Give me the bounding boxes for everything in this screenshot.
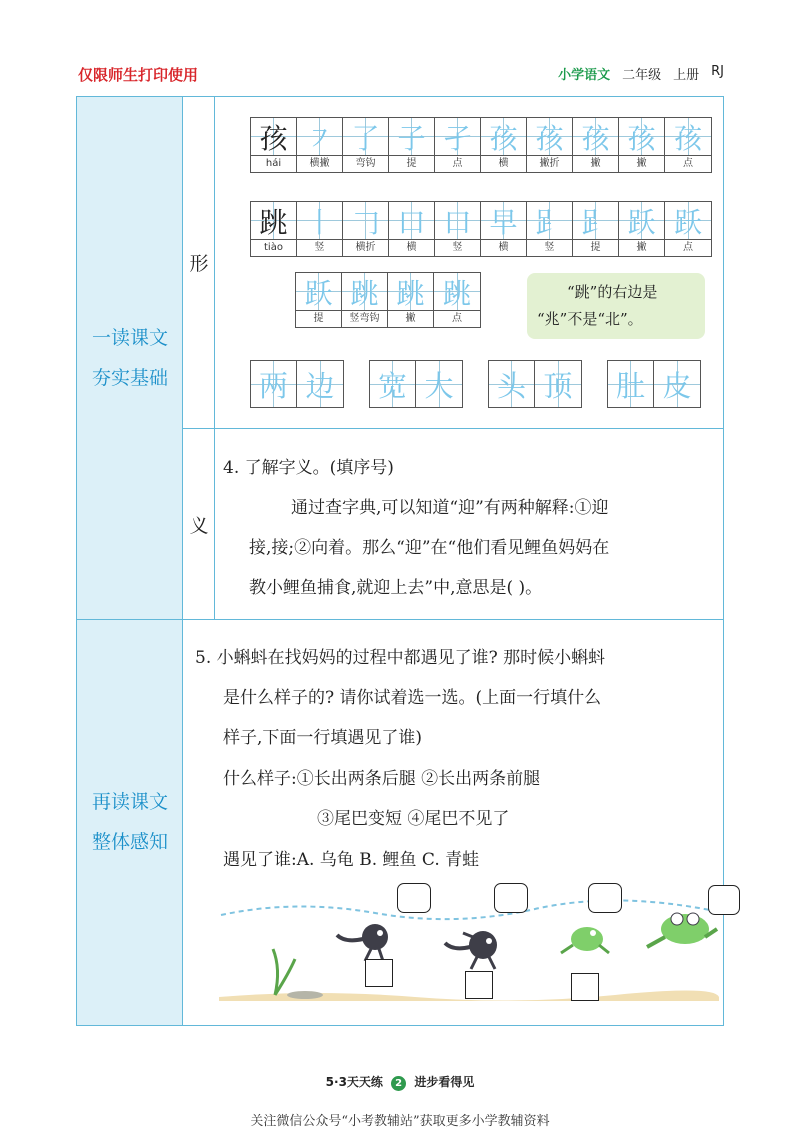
pinyin: hái [265, 158, 282, 169]
q4-line1: 通过查字典,可以知道“迎”有两种解释:①迎 [291, 498, 609, 518]
stroke-name: 横 [498, 242, 509, 253]
sub-label-column [183, 97, 215, 619]
q5-met-line: 遇见了谁:A. 乌龟 B. 鲤鱼 C. 青蛙 [223, 850, 480, 870]
stroke-name: 提 [406, 158, 417, 169]
stroke-name: 提 [313, 313, 324, 324]
stroke-name: 点 [452, 313, 462, 324]
stroke-name: 横折 [355, 242, 376, 253]
section2-title-line1: 再读课文 [91, 791, 168, 813]
q4-line2: 接,接;②向着。那么“迎”在“他们看见鲤鱼妈妈在 [249, 538, 610, 558]
word-char: 宽 [377, 368, 407, 403]
word-char: 皮 [662, 368, 692, 403]
word-grid [607, 360, 701, 408]
word-grid [250, 360, 344, 408]
stroke-name: 撇 [636, 242, 647, 253]
subject-label: 小学语文 [558, 68, 611, 83]
stroke-grid-tiao [250, 201, 712, 257]
stroke-name: 点 [452, 158, 463, 169]
section1-title-line2: 夯实基础 [91, 367, 168, 389]
stroke-name: 竖 [314, 242, 325, 253]
stroke-step: 口 [443, 205, 472, 239]
word-char: 大 [424, 368, 454, 403]
stroke-grid-tiao-cont [295, 272, 481, 328]
tip-box [527, 273, 705, 339]
stroke-step: 跃 [673, 205, 702, 239]
stroke-step: 跳 [350, 276, 379, 310]
stroke-step: 跃 [627, 205, 656, 239]
bottom-note: 关注微信公众号“小考教辅站”获取更多小学教辅资料 [250, 1114, 550, 1129]
stroke-name: 撇 [590, 158, 601, 169]
stroke-step: 丨 [305, 205, 334, 239]
page-footer [0, 1073, 800, 1091]
print-notice: 仅限师生打印使用 [78, 66, 199, 84]
q4-title: 4. 了解字义。(填序号) [223, 458, 394, 478]
form-label: 形 [189, 253, 209, 275]
stroke-name: 撇 [636, 158, 647, 169]
tip-line1: “跳”的右边是 [567, 283, 658, 301]
stroke-name: 横 [498, 158, 509, 169]
stroke-step: 了 [351, 121, 380, 155]
tadpole-icon [445, 931, 497, 969]
stroke-step: 早 [489, 205, 518, 239]
word-grid [488, 360, 582, 408]
word-char: 边 [305, 368, 335, 403]
volume-label: 上册 [673, 68, 700, 83]
answer-bubble[interactable] [588, 883, 622, 913]
word-char: 顶 [543, 368, 573, 403]
q5-line1: 5. 小蝌蚪在找妈妈的过程中都遇见了谁? 那时候小蝌蚪 [195, 648, 606, 668]
section-sidebar [77, 97, 183, 1025]
stroke-name: 弯钩 [355, 158, 376, 169]
word-char: 头 [496, 368, 526, 403]
stroke-name: 竖 [544, 242, 555, 253]
word-char: 两 [258, 368, 288, 403]
answer-box[interactable] [365, 959, 393, 987]
section1-title-line1: 一读课文 [91, 327, 168, 349]
stroke-name: 点 [683, 158, 693, 169]
edition-label: RJ [711, 64, 724, 79]
stroke-step: 𠃌 [351, 205, 380, 239]
stroke-step: 𧾷 [535, 205, 564, 239]
word-grid [369, 360, 463, 408]
stroke-name: 横 [406, 242, 417, 253]
q5-line2: 是什么样子的? 请你试着选一选。(上面一行填什么 [223, 688, 602, 708]
stroke-step: 孩 [489, 121, 518, 155]
tip-line2: “兆”不是“北”。 [537, 310, 643, 328]
answer-box[interactable] [465, 971, 493, 999]
q5-options-line2: ③尾巴变短 ④尾巴不见了 [317, 809, 510, 829]
tadpole-scene [215, 877, 723, 1007]
stroke-step: 孩 [627, 121, 656, 155]
stroke-step: 孩 [673, 121, 702, 155]
brand-prefix: 5·3天天练 [325, 1075, 383, 1089]
answer-bubble[interactable] [397, 883, 431, 913]
stroke-grid-hai [250, 117, 712, 173]
stroke-name: 撇折 [539, 158, 560, 169]
answer-bubble[interactable] [494, 883, 528, 913]
answer-bubble[interactable] [708, 885, 740, 915]
stroke-name: 竖弯钩 [349, 313, 380, 324]
grid-main-char: 跳 [259, 205, 288, 239]
brand-badge: 2 [391, 1076, 406, 1091]
meaning-label: 义 [189, 515, 209, 537]
book-info [558, 64, 724, 83]
q4-line3: 教小鲤鱼捕食,就迎上去”中,意思是( )。 [249, 578, 543, 598]
worksheet-frame [76, 96, 724, 1026]
stroke-step: 孩 [535, 121, 564, 155]
stroke-step: 孩 [581, 121, 610, 155]
stroke-step: 𧾷 [581, 205, 610, 239]
stroke-step: 口 [397, 205, 426, 239]
grade-label: 二年级 [622, 68, 662, 83]
word-char: 肚 [615, 368, 645, 403]
stroke-step: 孑 [443, 121, 472, 155]
stroke-step: 子 [397, 121, 426, 155]
section2-title-line2: 整体感知 [91, 831, 168, 853]
q5-options-line1: 什么样子:①长出两条后腿 ②长出两条前腿 [223, 769, 541, 789]
q5-line3: 样子,下面一行填遇见了谁) [223, 728, 423, 748]
stroke-name: 竖 [452, 242, 463, 253]
stroke-step: 跃 [304, 276, 333, 310]
frog-icon [561, 927, 609, 953]
stroke-name: 横撇 [309, 158, 330, 169]
sub-divider [183, 428, 724, 429]
stroke-name: 撇 [405, 313, 416, 324]
answer-box[interactable] [571, 973, 599, 1001]
brand-slogan: 进步看得见 [414, 1075, 475, 1089]
grid-main-char: 孩 [259, 121, 288, 155]
stroke-name: 提 [590, 242, 601, 253]
frog-icon [647, 913, 717, 947]
pinyin: tiào [264, 242, 283, 253]
section-divider [77, 619, 724, 620]
stroke-name: 点 [683, 242, 693, 253]
stroke-step: 跳 [396, 276, 425, 310]
stroke-step: 跳 [442, 276, 471, 310]
tadpole-icon [337, 924, 388, 961]
stroke-step: ㇇ [305, 121, 334, 155]
